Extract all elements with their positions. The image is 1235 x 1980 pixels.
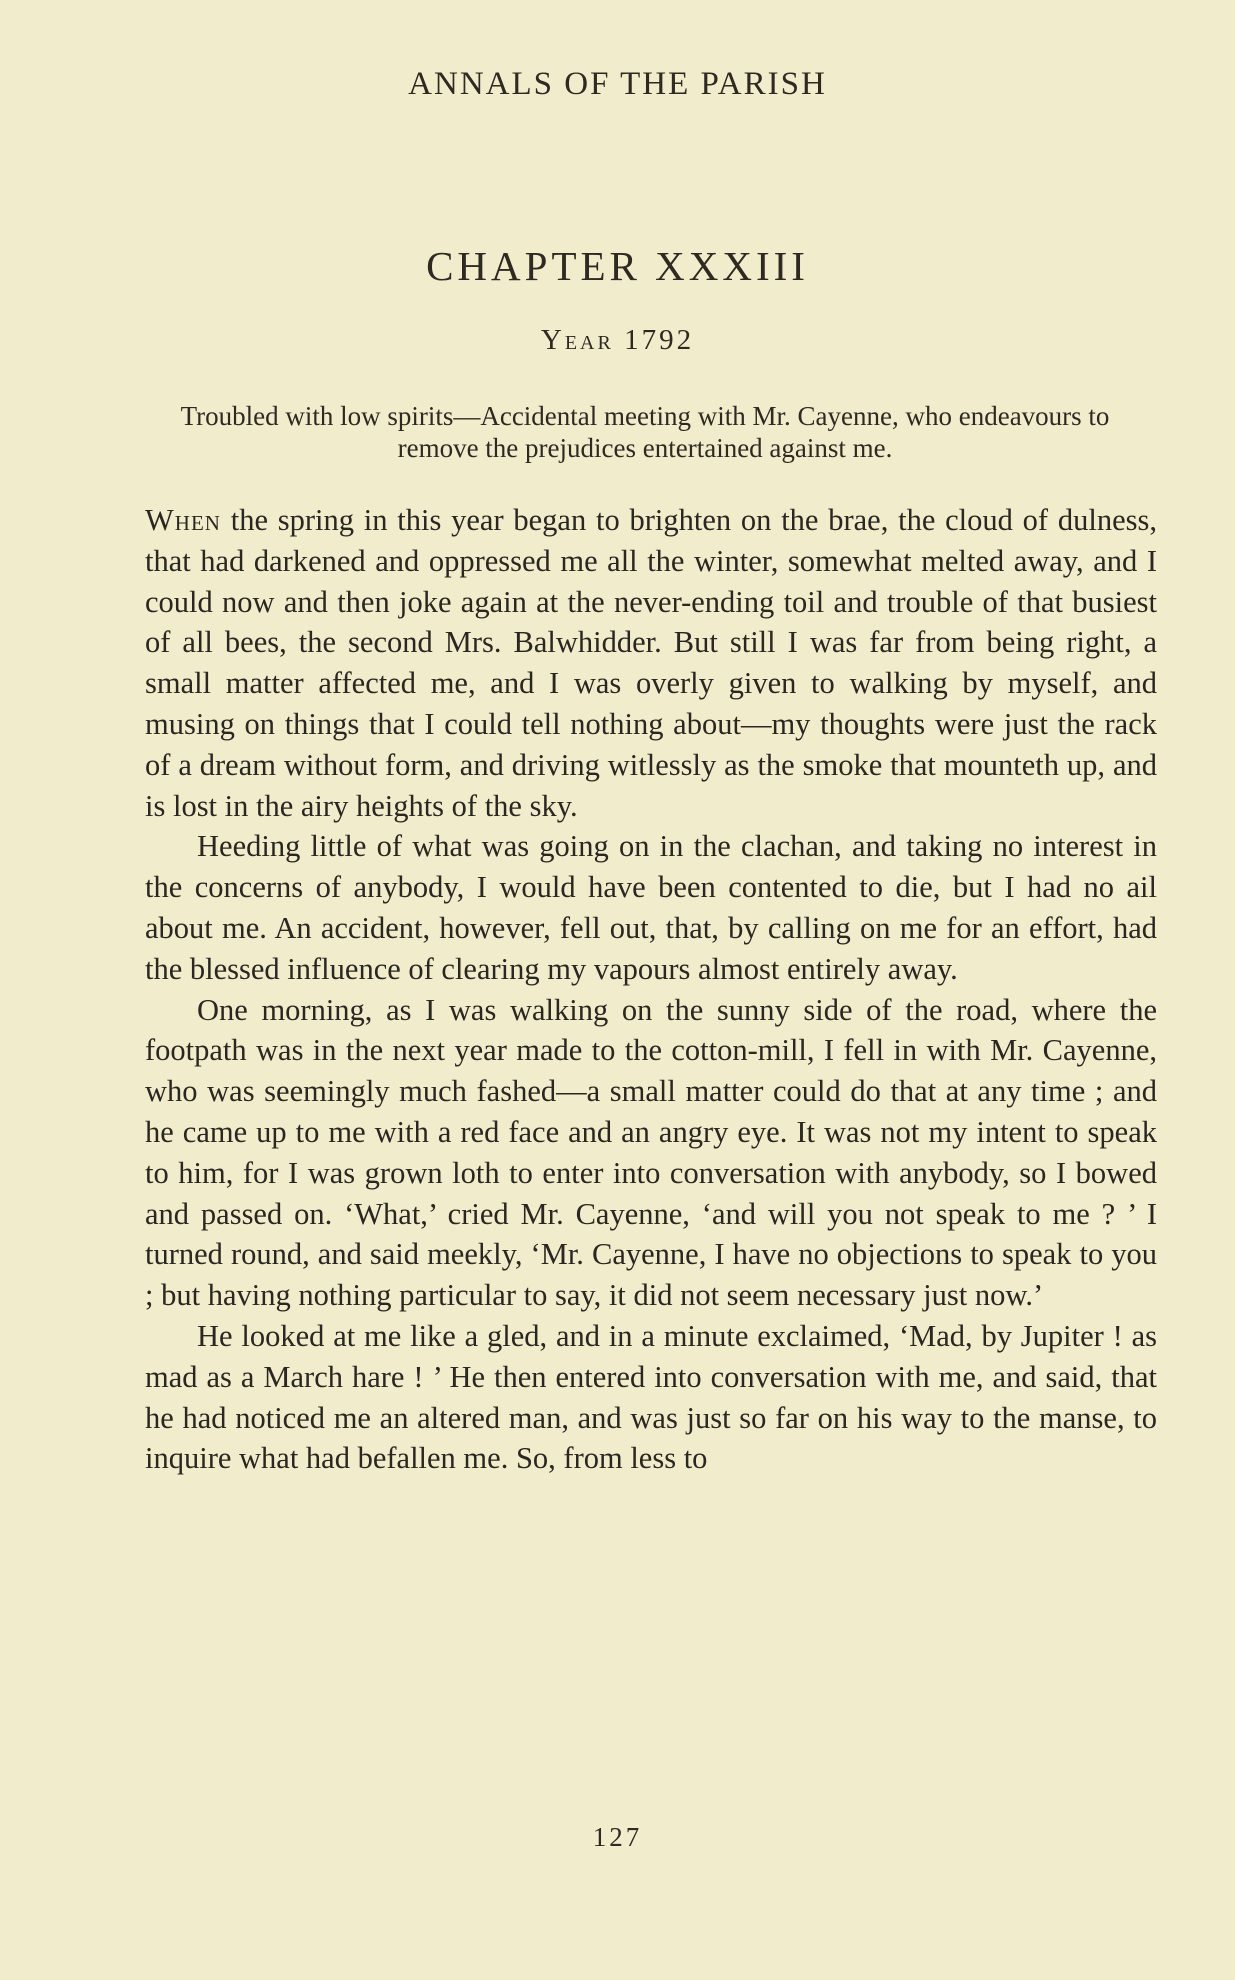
paragraph-2: Heeding little of what was going on in the clachan, and taking no interest in the concerns of anybody, I would have been contented to die, but I had no ail about me. An accident, however, fell out, that, by calling on me for an effort, had the blessed influence of clearing my vapours almost entirely away. bbox=[145, 829, 1157, 986]
paragraph-3: One morning, as I was walking on the sunny side of the road, where the footpath was in the next year made to the cotton-mill, I fell in with Mr. Cayenne, who was seemingly much fashed—a small matter could do that at any time ; and he came up to me with a red face and an angry eye. It was not my intent to speak to him, for I was grown loth to enter into conversation with anybody, so I bowed and passed on. ‘What,’ cried Mr. Cayenne, ‘and will you not speak to me ? ’ I turned round, and said meekly, ‘Mr. Cayenne, I have no objections to speak to you ; but having nothing particular to say, it did not seem necessary just now.’ bbox=[145, 992, 1157, 1313]
paragraph-4: He looked at me like a gled, and in a minute exclaimed, ‘Mad, by Jupiter ! as mad as a March hare ! ’ He then entered into conversation with me, and said, that he had noticed me an altered man, and was just so far on his way to the manse, to inquire what had befallen me. So, from less to bbox=[145, 1318, 1157, 1476]
chapter-year: Year 1792 bbox=[540, 324, 695, 356]
paragraph-1 bbox=[145, 500, 1157, 826]
page-number: 127 bbox=[592, 1822, 643, 1852]
paragraph-lead-word: When bbox=[145, 503, 221, 537]
chapter-title: CHAPTER XXXIII bbox=[426, 243, 809, 289]
paragraph-text: the spring in this year began to brighten on the brae, the cloud of dulness, that had darkened and oppressed me all the winter, somewhat melted away, and I could now and then joke again at the never-ending toil and trouble of that busiest of all bees, the second Mrs. Balwhidder. But still I was far from being right, a small matter affected me, and I was overly given to walking by myself, and musing on things that I could tell nothing about—my thoughts were just the rack of a dream without form, and driving witlessly as the smoke that mounteth up, and is lost in the airy heights of the sky. bbox=[145, 503, 1157, 823]
body-text bbox=[145, 500, 1157, 1479]
running-head: ANNALS OF THE PARISH bbox=[408, 66, 827, 102]
chapter-summary: Troubled with low spirits—Accidental meeting with Mr. Cayenne, who endeavours to remove the prejudices entertained against me. bbox=[180, 401, 1110, 463]
